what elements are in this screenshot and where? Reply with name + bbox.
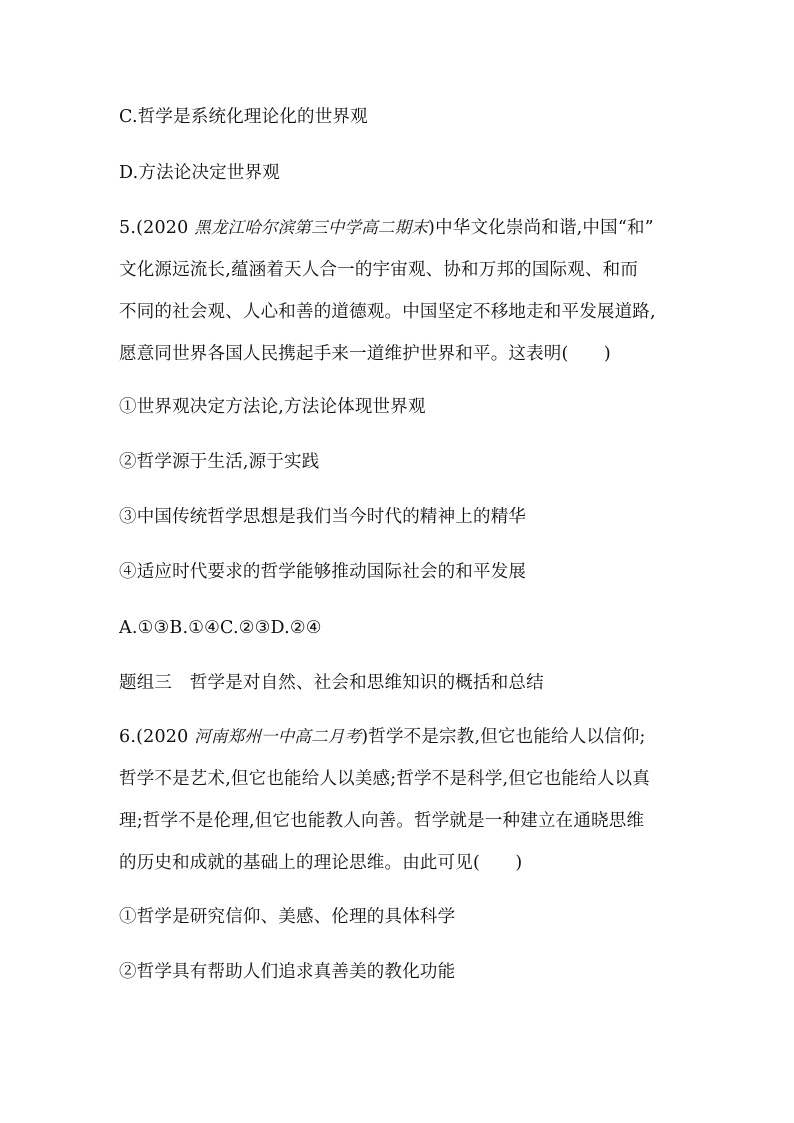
option-d: D.方法论决定世界观 (119, 163, 280, 183)
question-6-source: 河南郑州一中高二月考 (194, 727, 362, 746)
question-6-line-4: 的历史和成就的基础上的理论思维。由此可见( ) (119, 853, 523, 873)
question-5-item-1: ①世界观决定方法论,方法论体现世界观 (119, 397, 426, 417)
question-6-stem-start: )哲学不是宗教,但它也能给人以信仰; (361, 727, 646, 747)
question-6-number: 6.(2020 (119, 727, 195, 747)
question-5-item-4: ④适应时代要求的哲学能够推动国际社会的和平发展 (119, 562, 527, 582)
question-6-line-1 (119, 725, 646, 749)
question-5-line-3: 不同的社会观、人心和善的道德观。中国坚定不移地走和平发展道路, (119, 302, 656, 322)
question-5-item-3: ③中国传统哲学思想是我们当今时代的精神上的精华 (119, 507, 527, 527)
question-6-line-3: 理;哲学不是伦理,但它也能教人向善。哲学就是一种建立在通晓思维 (119, 811, 645, 831)
question-5-line-4: 愿意同世界各国人民携起手来一道维护世界和平。这表明( ) (119, 344, 611, 364)
question-6-item-1: ①哲学是研究信仰、美感、伦理的具体科学 (119, 907, 456, 927)
section-heading: 题组三 哲学是对自然、社会和思维知识的概括和总结 (119, 673, 544, 693)
question-6-item-2: ②哲学具有帮助人们追求真善美的教化功能 (119, 962, 456, 982)
question-5-stem-start: )中华文化崇尚和谐,中国“和” (428, 218, 654, 238)
question-5-source: 黑龙江哈尔滨第三中学高二期末 (194, 218, 429, 237)
question-5-line-2: 文化源远流长,蕴涵着天人合一的宇宙观、协和万邦的国际观、和而 (119, 260, 639, 280)
question-5-number: 5.(2020 (119, 218, 195, 238)
question-5-choices: A.①③B.①④C.②③D.②④ (119, 618, 322, 638)
question-5-item-2: ②哲学源于生活,源于实践 (119, 452, 320, 472)
question-5-line-1 (119, 216, 654, 240)
option-c: C.哲学是系统化理论化的世界观 (119, 107, 368, 127)
question-6-line-2: 哲学不是艺术,但它也能给人以美感;哲学不是科学,但它也能给人以真 (119, 769, 650, 789)
